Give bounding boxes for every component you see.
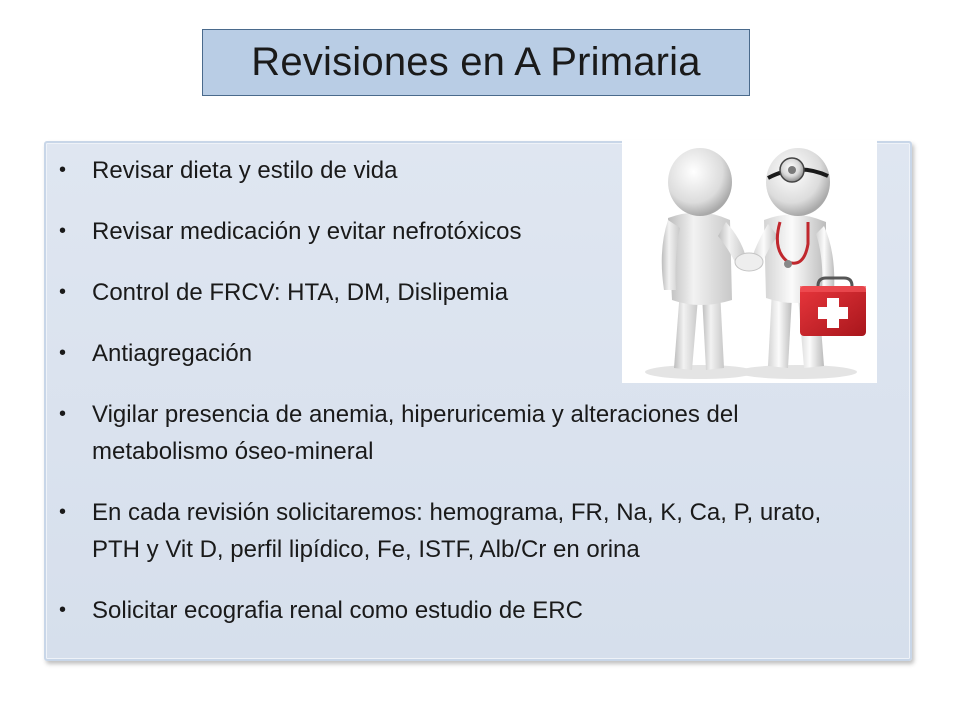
bullet-item	[46, 592, 866, 629]
bullet-dot: •	[59, 159, 67, 181]
doctor-handshake-image	[622, 140, 877, 383]
bullet-dot: •	[59, 220, 67, 242]
bullet-dot: •	[59, 501, 67, 523]
patient-figure	[662, 148, 746, 370]
handshake-icon	[735, 253, 763, 271]
bullet-item	[46, 494, 866, 568]
bullet-text: Control de FRCV: HTA, DM, Dislipemia	[92, 279, 509, 306]
bullet-dot: •	[59, 599, 67, 621]
doctor-handshake-illustration	[622, 140, 877, 383]
bullet-dot: •	[59, 403, 67, 425]
bullet-dot: •	[59, 281, 67, 303]
floor-shadow	[737, 365, 857, 379]
bullet-dot: •	[59, 342, 67, 364]
bullet-item	[46, 396, 866, 470]
bullet-text: Revisar dieta y estilo de vida	[92, 157, 398, 184]
slide-title: Revisiones en A Primaria	[251, 40, 701, 84]
bullet-text: Solicitar ecografia renal como estudio de ERC	[92, 597, 583, 624]
bullet-text: Antiagregación	[92, 340, 253, 367]
bullet-text: Vigilar presencia de anemia, hiperuricemia y alteraciones del metabolismo óseo-mineral	[92, 401, 739, 465]
first-aid-kit-icon	[800, 278, 866, 336]
bullet-text: Revisar medicación y evitar nefrotóxicos	[92, 218, 522, 245]
bullet-text: En cada revisión solicitaremos: hemograma, FR, Na, K, Ca, P, urato, PTH y Vit D, perfil lipídico, Fe, ISTF, Alb/Cr en orina	[92, 499, 822, 563]
title-box	[202, 29, 750, 96]
